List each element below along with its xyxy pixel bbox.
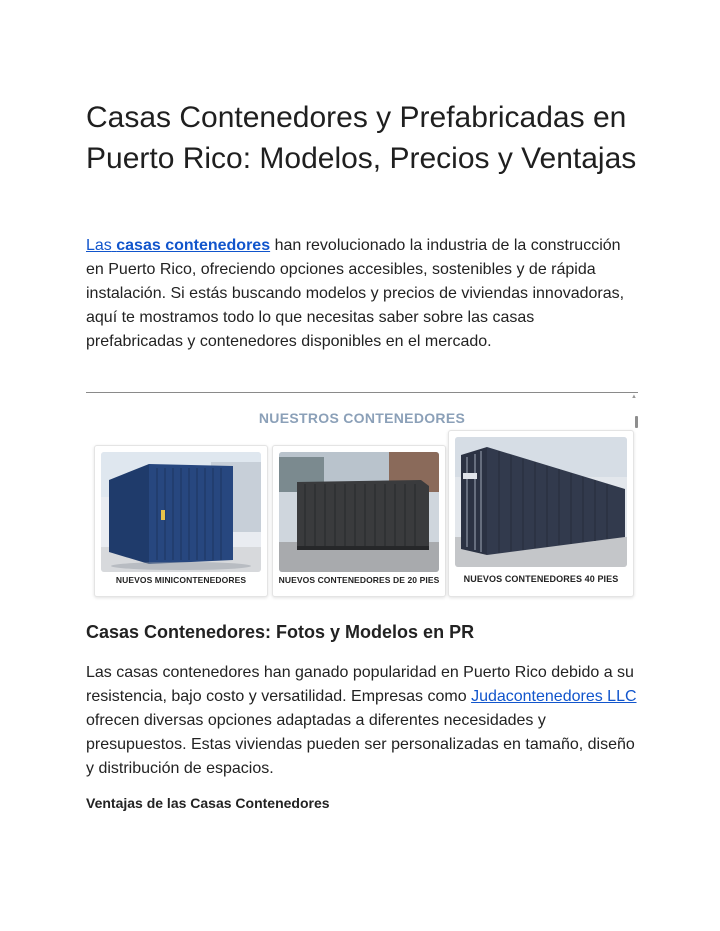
scroll-up-icon: ▲ [631, 394, 637, 400]
card-caption-40ft: NUEVOS CONTENEDORES 40 PIES [463, 574, 619, 584]
section-paragraph [86, 661, 638, 781]
page-title: Casas Contenedores y Prefabricadas en Puerto Rico: Modelos, Precios y Ventajas [86, 101, 637, 175]
section-text-after: ofrecen diversas opciones adaptadas a diferentes necesidades y presupuestos. Estas viviendas pueden ser personalizadas en tamaño, diseño y distribución de espacios. [86, 712, 635, 777]
intro-text: han revolucionado la industria de la construcción en Puerto Rico, ofreciendo opciones accesibles, sostenibles y de rápida instalación. Si estás buscando modelos y precios de viviendas innovadoras, aquí te mostramos todo lo que necesitas saber sobre las casas prefabricadas y contenedores disponibles en el mercado. [86, 237, 625, 350]
banner-divider [86, 392, 638, 393]
card-caption-20ft: NUEVOS CONTENEDORES DE 20 PIES [278, 575, 440, 585]
judacontenedores-link[interactable]: Judacontenedores LLC [471, 688, 637, 705]
container-card-mini [94, 445, 268, 597]
subheading-ventajas: Ventajas de las Casas Contenedores [86, 795, 330, 811]
section-text-before: Las casas contenedores han ganado popularidad en Puerto Rico debido a su resistencia, bajo costo y versatilidad. Empresas como [86, 664, 634, 705]
section-heading: Casas Contenedores: Fotos y Modelos en PR [86, 622, 475, 642]
banner-title: NUESTROS CONTENEDORES [258, 410, 466, 426]
card-caption-mini: NUEVOS MINICONTENEDORES [115, 575, 247, 585]
intro-paragraph [86, 234, 626, 354]
link-bold-text: casas contenedores [116, 237, 271, 254]
containers-banner-image [86, 392, 638, 596]
mini-container-photo [101, 452, 261, 572]
container-20ft-photo [279, 452, 439, 572]
container-card-40ft [448, 430, 634, 597]
link-prefix: Las [86, 237, 112, 254]
casas-contenedores-link[interactable] [86, 237, 270, 254]
container-card-20ft [272, 445, 446, 597]
container-40ft-photo [455, 437, 627, 567]
